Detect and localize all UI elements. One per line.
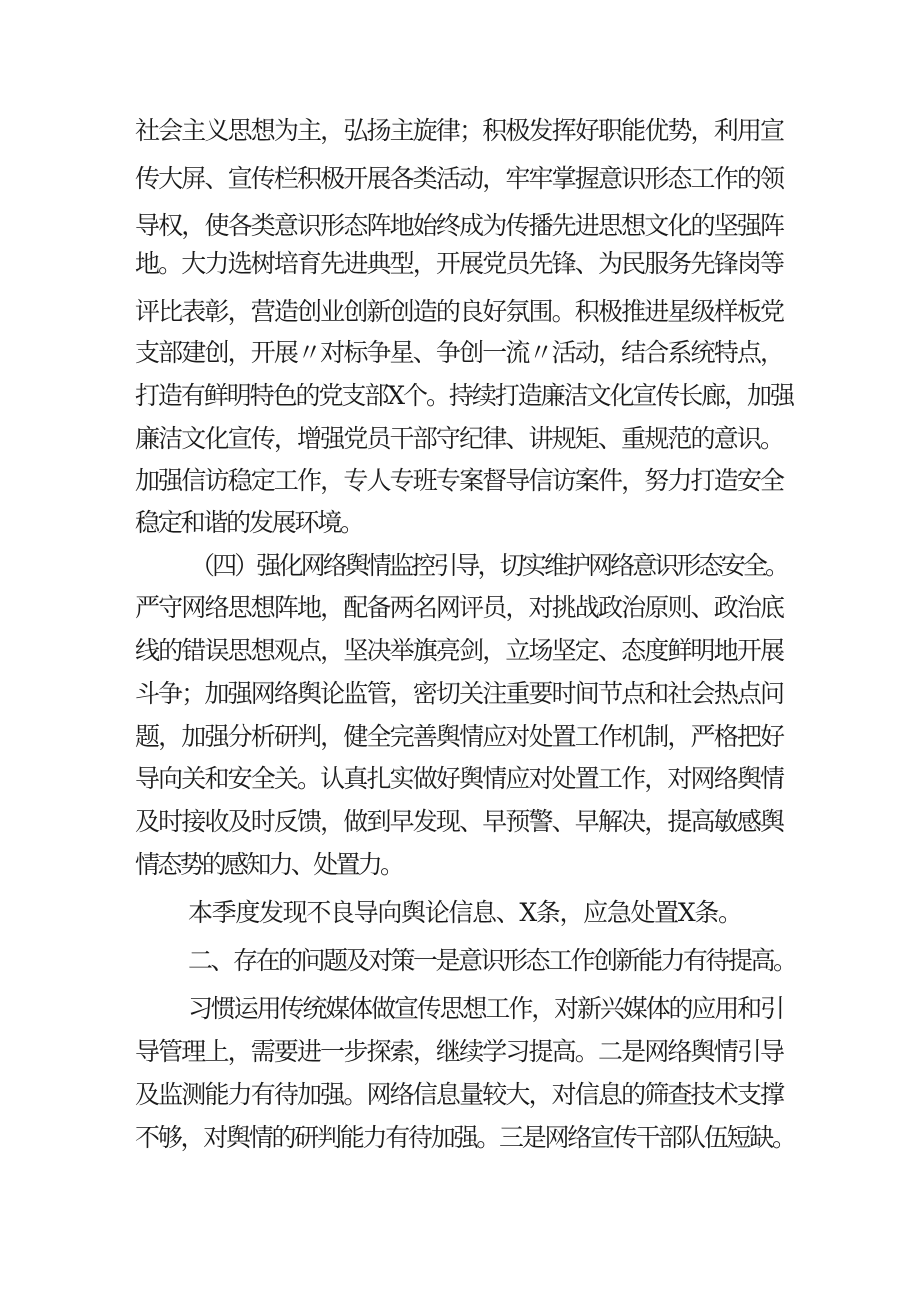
text-line: 及时接收及时反馈，做到早发现、早预警、早解决，提高敏感舆 (135, 807, 784, 836)
text-line: 导管理上，需要进一步探索，继续学习提高。二是网络舆情引导 (135, 1037, 784, 1066)
text-line: 严守网络思想阵地，配备两名网评员，对挑战政治原则、政治底 (135, 593, 784, 622)
text-line: 斗争；加强网络舆论监管，密切关注重要时间节点和社会热点问 (135, 679, 784, 708)
text-line: 稳定和谐的发展环境。 (135, 508, 363, 537)
text-line: 线的错误思想观点，坚决举旗亮剑，立场坚定、态度鲜明地开展 (135, 636, 784, 665)
section-heading: （四）强化网络舆情监控引导，切实维护网络意识形态安全。 (190, 551, 788, 580)
text-line: 情态势的感知力、处置力。 (135, 850, 403, 879)
text-line: 及监测能力有待加强。网络信息量较大，对信息的筛查技术支撑 (135, 1080, 784, 1109)
text-line: 打造有鲜明特色的党支部X个。持续打造廉洁文化宣传长廊，加强 (135, 381, 793, 410)
section-heading: 二、存在的问题及对策一是意识形态工作创新能力有待提高。 (188, 946, 796, 975)
text-line: 导权，使各类意识形态阵地始终成为传播先进思想文化的坚强阵 (135, 211, 784, 240)
text-line: 支部建创，开展〃对标争星、争创一流〃活动，结合系统特点， (135, 338, 784, 367)
text-line: 习惯运用传统媒体做宣传思想工作，对新兴媒体的应用和引 (188, 994, 783, 1023)
text-line: 不够，对舆情的研判能力有待加强。三是网络宣传干部队伍短缺。 (135, 1123, 795, 1152)
text-line: 社会主义思想为主，弘扬主旋律；积极发挥好职能优势，利用宣 (135, 116, 784, 145)
text-line: 题，加强分析研判，健全完善舆情应对处置工作机制，严格把好 (135, 722, 784, 751)
text-line: 本季度发现不良导向舆论信息、X条，应急处置X条。 (188, 898, 742, 927)
text-line: 廉洁文化宣传，增强党员干部守纪律、讲规矩、重规范的意识。 (135, 424, 784, 453)
text-line: 地。大力选树培育先进典型，开展党员先锋、为民服务先锋岗等 (135, 249, 784, 278)
text-line: 传大屏、宣传栏积极开展各类活动，牢牢掌握意识形态工作的领 (135, 164, 784, 193)
text-line: 评比表彰，营造创业创新创造的良好氛围。积极推进星级样板党 (135, 297, 784, 326)
text-line: 加强信访稳定工作，专人专班专案督导信访案件，努力打造安全 (135, 466, 784, 495)
text-line: 导向关和安全关。认真扎实做好舆情应对处置工作，对网络舆情 (135, 764, 784, 793)
